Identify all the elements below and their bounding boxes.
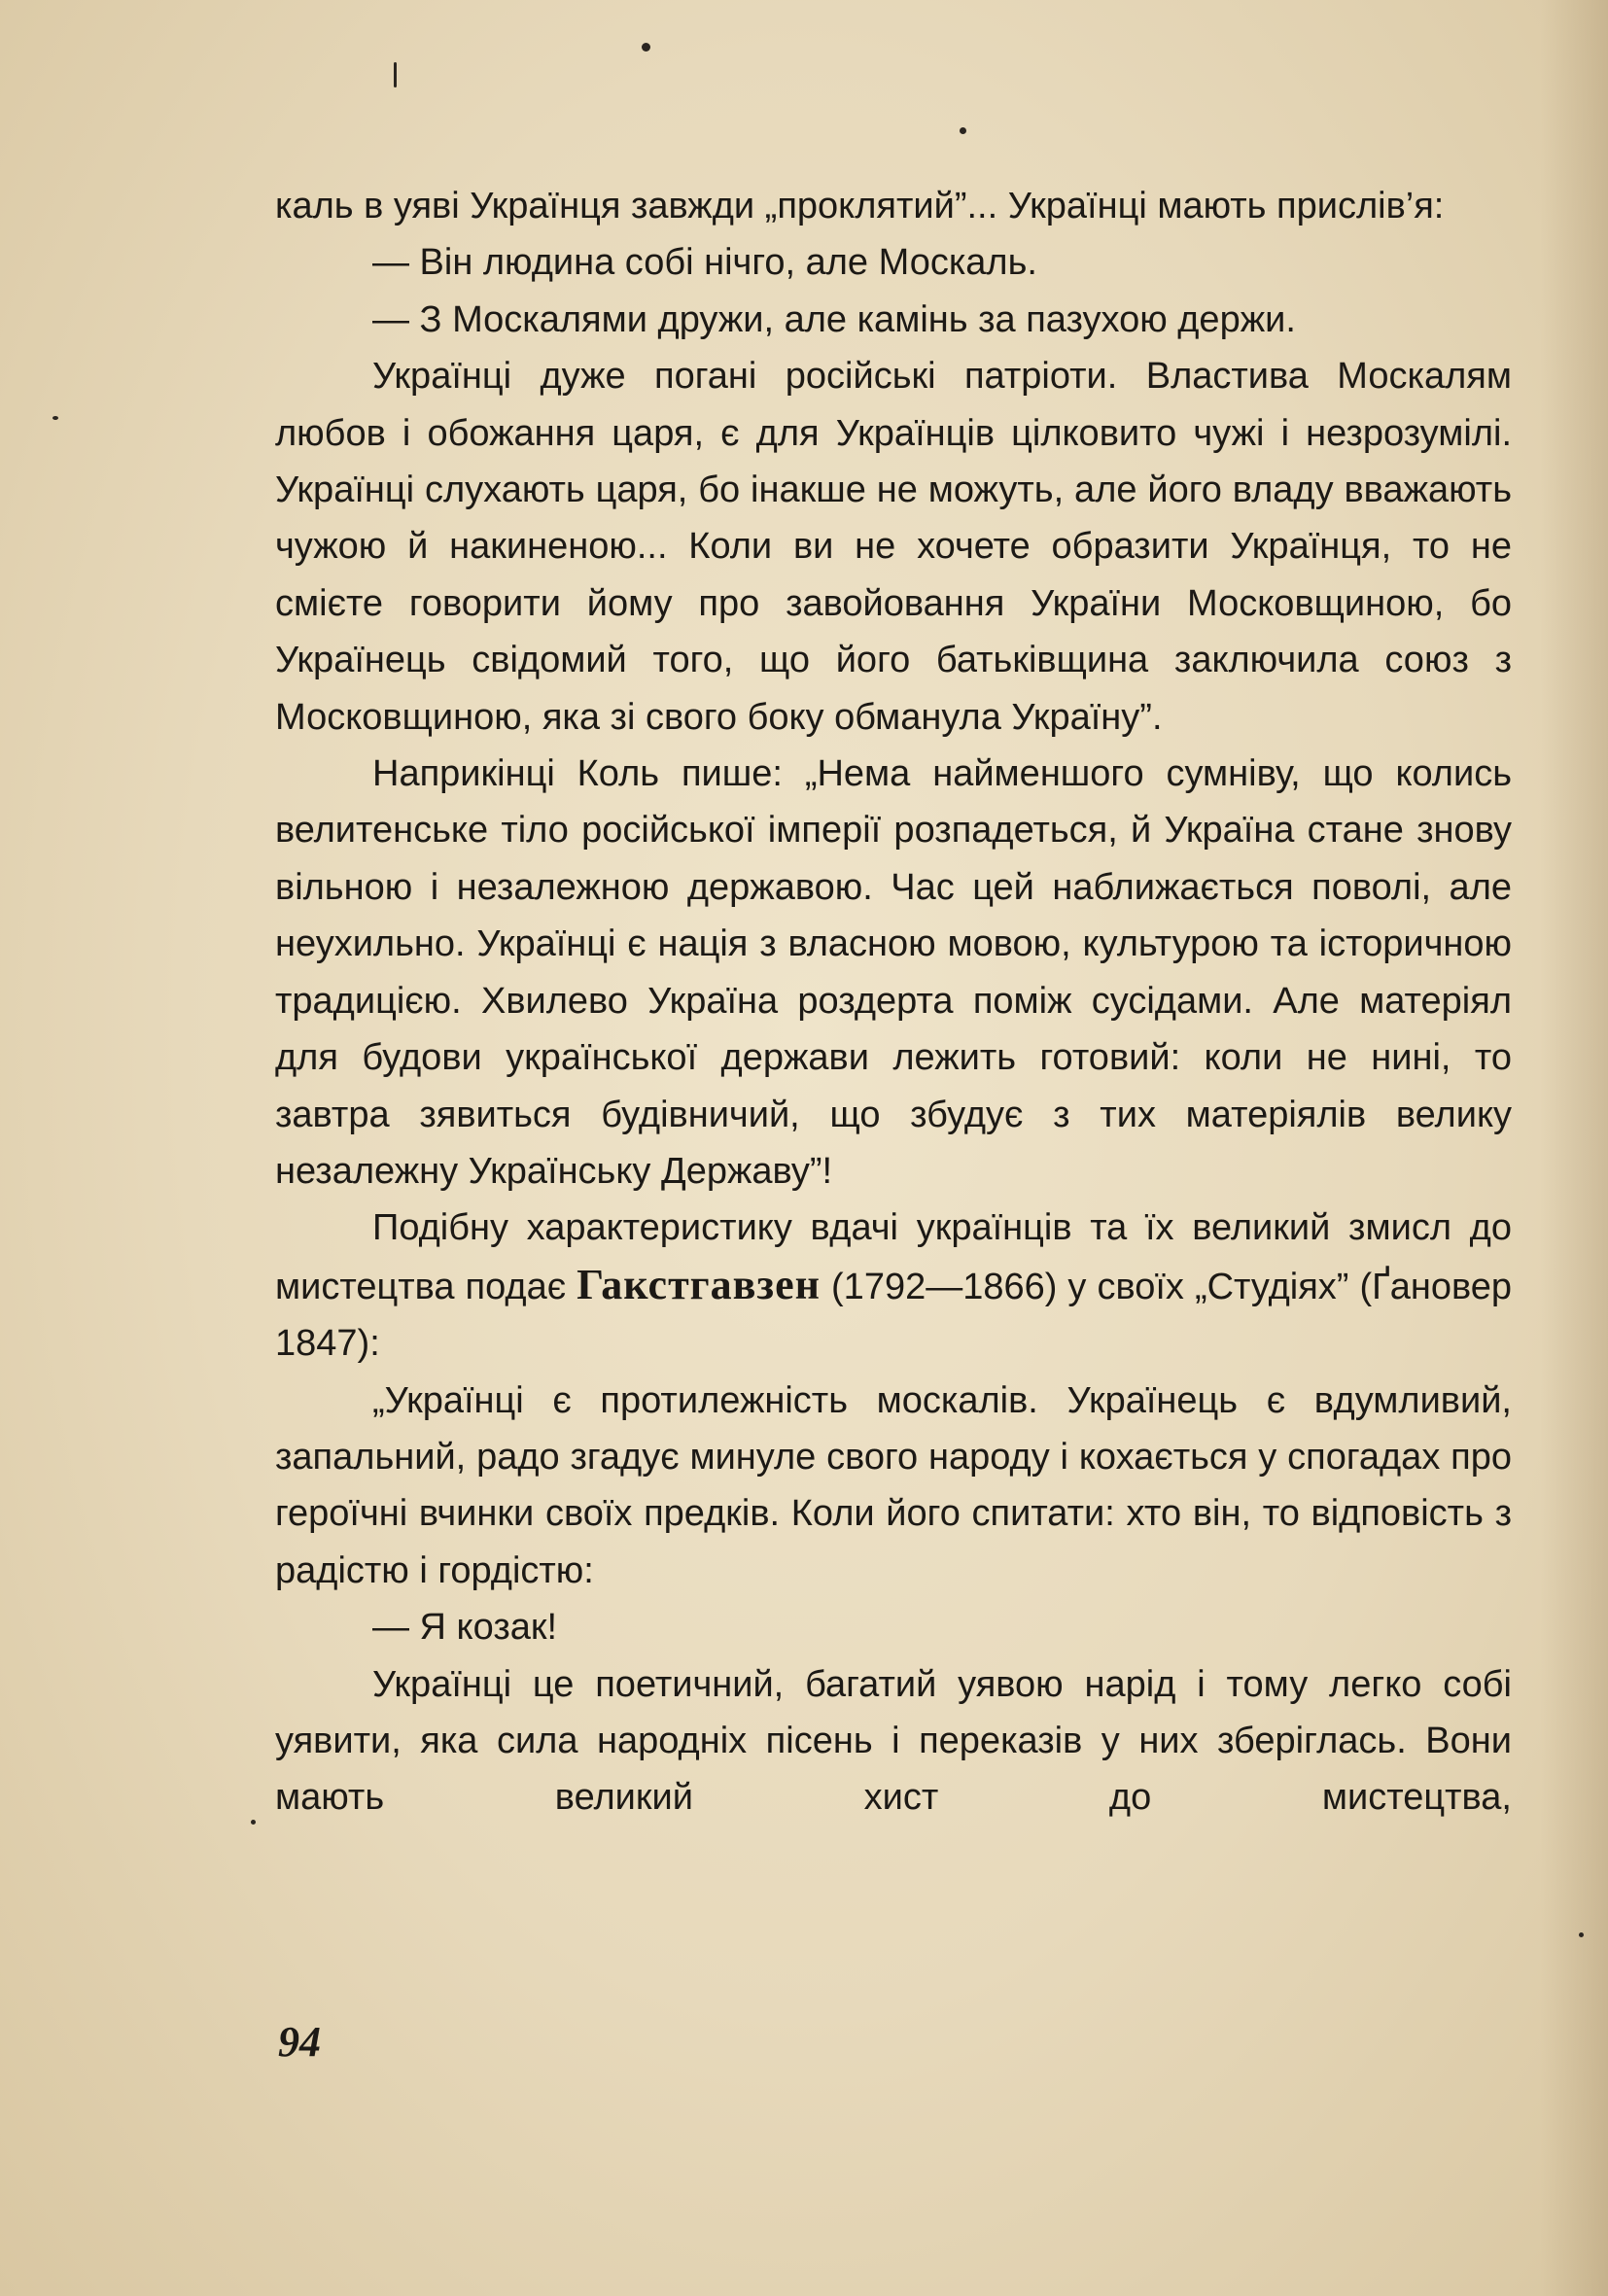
author-name: Гакстгавзен [577,1260,821,1308]
ink-speck [960,127,966,134]
paragraph: каль в уяві Українця завжди „проклятий”... Українці мають прислів’я: [275,186,1445,226]
paragraph: Наприкінці Коль пише: „Нема найменшого сумніву, що колись велитенське тіло російської імперії розпадеться, й Україна стане знову вільною і незалежною державою. Час цей наближається поволі, але неухильно. Українці є нація з власною мовою, культурою та історичною традицією. Хвилево Україна роздерта поміж сусідами. Але матеріял для будови української держави лежить готовий: коли не нині, то завтра зявиться будівничий, що збудує з тих матеріялів велику незалежну Українську Державу”! [275,753,1512,1192]
paragraph: Українці це поетичний, багатий уявою нарід і тому легко собі уявити, яка сила народніх пісень і переказів у них зберіглась. Вони мають великий хист до мистецтва, [275,1663,1512,1819]
paragraph-text: Подібну характеристику вдачі українців та їх великий змисл до мистецтва подає [275,1207,1512,1307]
paragraph: — З Москалями дружи, але камінь за пазухою держи. [372,298,1296,340]
ink-speck [394,62,397,87]
ink-speck [52,416,58,420]
paragraph: — Я козак! [372,1607,558,1649]
paragraph-text: (1792—1866) у своїх „Студіях” (Ґановер 1847): [275,1266,1512,1365]
body-text [275,178,1512,1826]
ink-speck [251,1820,256,1825]
page-edge-shadow [1540,0,1608,2296]
paragraph: „Українці є протилежність москалів. Українець є вдумливий, запальний, радо згадує минуле свого народу і кохається у спогадах про героїчні вчинки своїх предків. Коли його спитати: хто він, то відповість з радістю і гордістю: [275,1379,1512,1591]
page-number: 94 [278,2018,321,2066]
ink-speck [642,43,650,52]
paragraph: Українці дуже погані російські патріоти. Властива Москалям любов і обожання царя, є для Українців цілковито чужі і незрозумілі. Українці слухають царя, бо інакше не можуть, але його владу вважають чужою й накиненою... Коли ви не хочете образити Українця, то не смієте говорити йому про завойовання України Московщиною, бо Українець свідомий того, що його батьківщина заключила союз з Московщиною, яка зі свого боку обманула Україну”. [275,356,1512,738]
ink-speck [1579,1932,1584,1937]
paragraph-author-mention [275,1200,1512,1372]
paragraph: — Він людина собі нічго, але Москаль. [372,242,1037,284]
